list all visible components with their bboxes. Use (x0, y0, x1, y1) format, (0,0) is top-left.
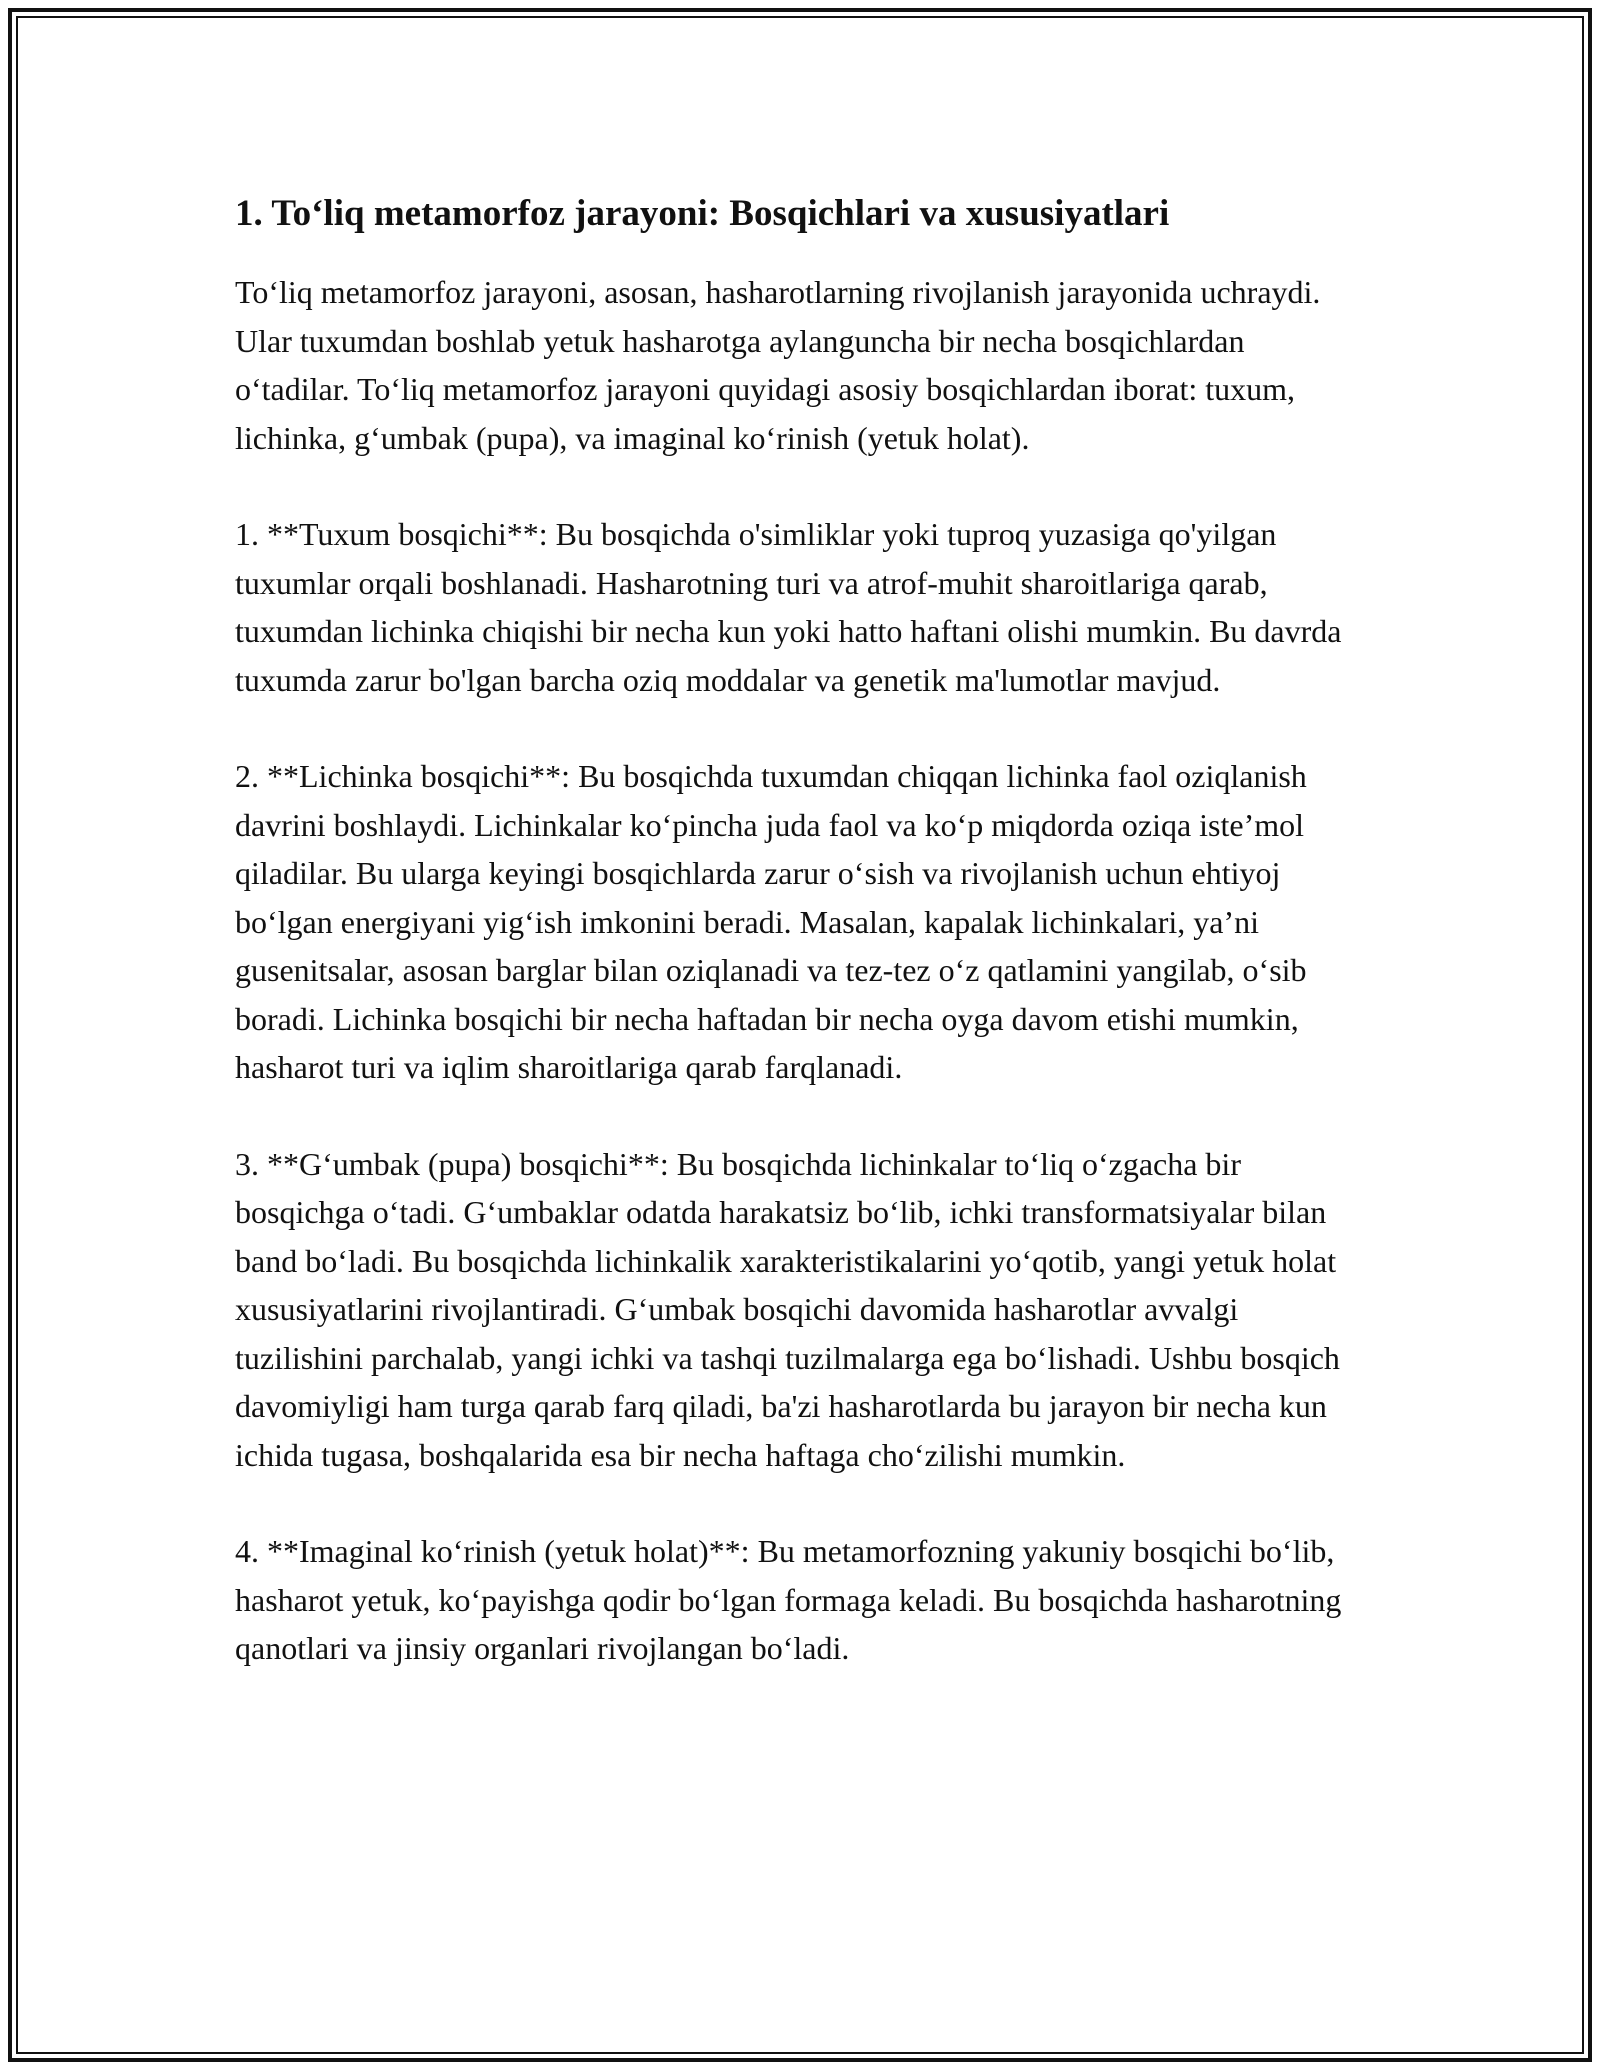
stage-egg-paragraph: 1. **Tuxum bosqichi**: Bu bosqichda o'simliklar yoki tuproq yuzasiga qo'yilgan tuxumlar orqali boshlanadi. Hasharotning turi va atrof-muhit sharoitlariga qarab, tuxumdan lichinka chiqishi bir necha kun yoki hatto haftani olishi mumkin. Bu davrda tuxumda zarur bo'lgan barcha oziq moddalar va genetik ma'lumotlar mavjud. (235, 516, 1342, 698)
stage-pupa-paragraph: 3. **G‘umbak (pupa) bosqichi**: Bu bosqichda lichinkalar to‘liq o‘zgacha bir bosqichga o‘tadi. G‘umbaklar odatda harakatsiz bo‘lib, ichki transformatsiyalar bilan band bo‘ladi. Bu bosqichda lichinkalik xarakteristikalarini yo‘qotib, yangi yetuk holat xususiyatlarini rivojlantiradi. G‘umbak bosqichi davomida hasharotlar avvalgi tuzilishini parchalab, yangi ichki va tashqi tuzilmalarga ega bo‘lishadi. Ushbu bosqich davomiyligi ham turga qarab farq qiladi, ba'zi hasharotlarda bu jarayon bir necha kun ichida tugasa, boshqalarida esa bir necha haftaga cho‘zilishi mumkin. (235, 1145, 1340, 1473)
intro-paragraph: To‘liq metamorfoz jarayoni, asosan, hasharotlarning rivojlanish jarayonida uchraydi. Ular tuxumdan boshlab yetuk hasharotga aylanguncha bir necha bosqichlardan o‘tadilar. To‘liq metamorfoz jarayoni quyidagi asosiy bosqichlardan iborat: tuxum, lichinka, g‘umbak (pupa), va imaginal ko‘rinish (yetuk holat). (235, 274, 1321, 456)
stage-larva-paragraph: 2. **Lichinka bosqichi**: Bu bosqichda tuxumdan chiqqan lichinka faol oziqlanish davrini boshlaydi. Lichinkalar ko‘pincha juda faol va ko‘p miqdorda oziqa iste’mol qiladilar. Bu ularga keyingi bosqichlarda zarur o‘sish va rivojlanish uchun ehtiyoj bo‘lgan energiyani yig‘ish imkonini beradi. Masalan, kapalak lichinkalari, ya’ni gusenitsalar, asosan barglar bilan oziqlanadi va tez-tez o‘z qatlamini yangilab, o‘sib boradi. Lichinka bosqichi bir necha haftadan bir necha oyga davom etishi mumkin, hasharot turi va iqlim sharoitlariga qarab farqlanadi. (235, 758, 1307, 1085)
section-heading: 1. To‘liq metamorfoz jarayoni: Bosqichlari va xususiyatlari (235, 193, 1170, 234)
stage-imago-paragraph: 4. **Imaginal ko‘rinish (yetuk holat)**: Bu metamorfozning yakuniy bosqichi bo‘lib, hasharot yetuk, ko‘payishga qodir bo‘lgan formaga keladi. Bu bosqichda hasharotning qanotlari va jinsiy organlari rivojlangan bo‘ladi. (235, 1533, 1342, 1666)
document-body (235, 188, 1365, 1673)
